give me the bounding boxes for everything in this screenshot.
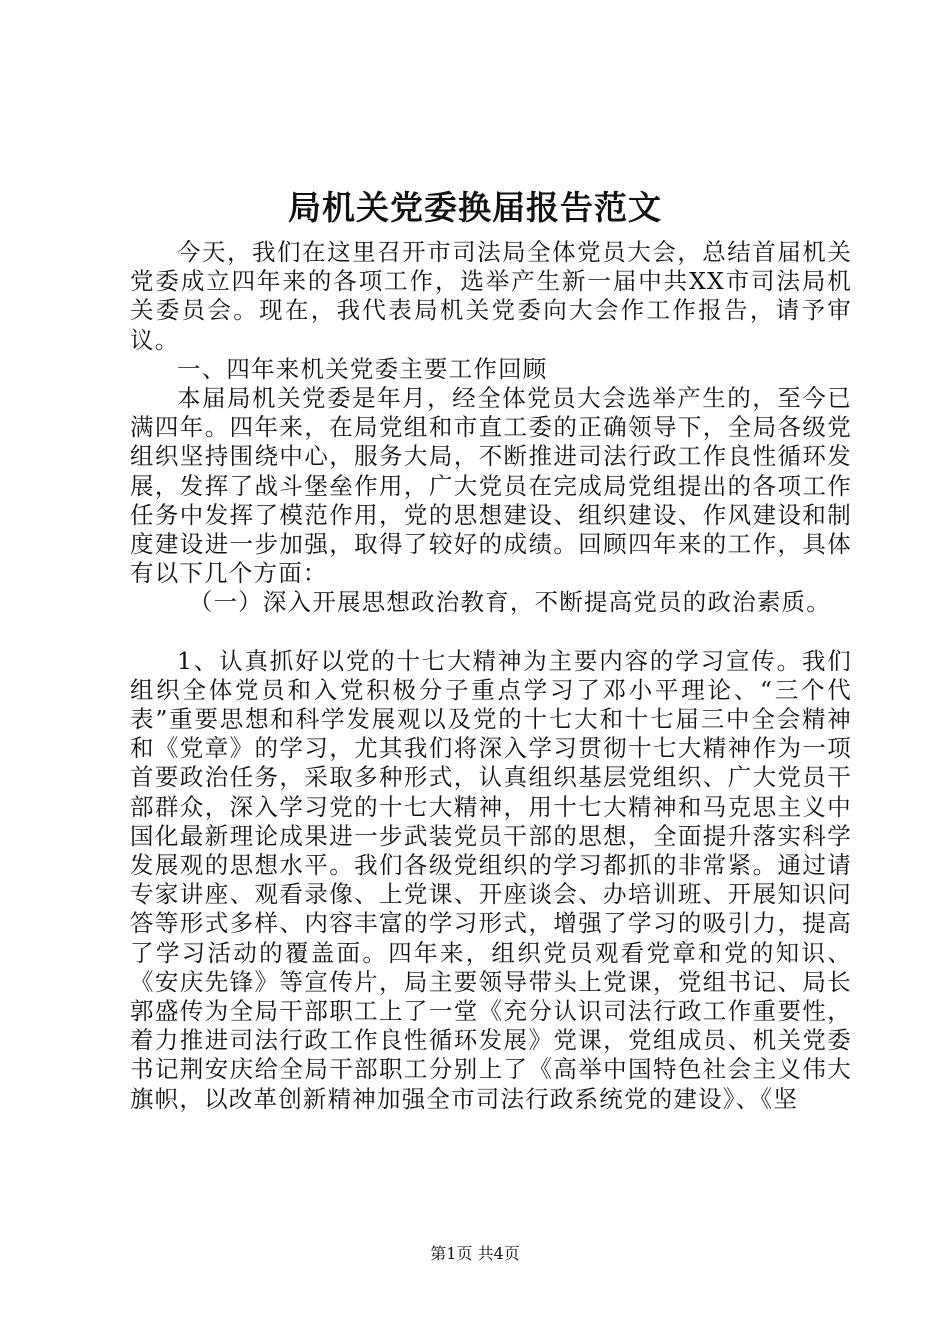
paragraph-study: 1、认真抓好以党的十七大精神为主要内容的学习宣传。我们组织全体党员和入党积极分子重点学习了邓小平理论、“三个代表”重要思想和科学发展观以及党的十七大和十七届三中全会精神和《党章》的学习，尤其我们将深入学习贯彻十七大精神作为一项首要政治任务，采取多种形式，认真组织基层党组织、广大党员干部群众，深入学习党的十七大精神，用十七大精神和马克思主义中国化最新理论成果进一步武装党员干部的思想，全面提升落实科学发展观的思想水平。我们各级党组织的学习都抓的非常紧。通过请专家讲座、观看录像、上党课、开座谈会、办培训班、开展知识问答等形式多样、内容丰富的学习形式，增强了学习的吸引力，提高了学习活动的覆盖面。四年来，组织党员观看党章和党的知识、《安庆先锋》等宣传片，局主要领导带头上党课，党组书记、局长郭盛传为全局干部职工上了一堂《充分认识司法行政工作重要性，着力推进司法行政工作良性循环发展》党课，党组成员、机关党委书记荆安庆给全局干部职工分别上了《高举中国特色社会主义伟大旗帜，以改革创新精神加强全市司法行政系统党的建设》、《坚	[130, 646, 852, 1113]
document-title: 局机关党委换届报告范文	[288, 188, 662, 227]
section-heading: 一、四年来机关党委主要工作回顾	[177, 354, 548, 383]
paragraph-intro: 今天，我们在这里召开市司法局全体党员大会，总结首届机关党委成立四年来的各项工作，选举产生新一届中共XX市司法局机关委员会。现在，我代表局机关党委向大会作工作报告，请予审议。	[130, 238, 852, 354]
paragraph-review: 本届局机关党委是年月，经全体党员大会选举产生的，至今已满四年。四年来，在局党组和市直工委的正确领导下，全局各级党组织坚持围绕中心，服务大局，不断推进司法行政工作良性循环发展，发挥了战斗堡垒作用，广大党员在完成局党组提出的各项工作任务中发挥了模范作用，党的思想建设、组织建设、作风建设和制度建设进一步加强，取得了较好的成绩。回顾四年来的工作，具体有以下几个方面：	[130, 384, 852, 588]
page-footer: 第1页 共4页	[430, 1244, 520, 1263]
subsection-heading: （一）深入开展思想政治教育，不断提高党员的政治素质。	[188, 588, 831, 617]
document-body	[130, 238, 852, 1114]
